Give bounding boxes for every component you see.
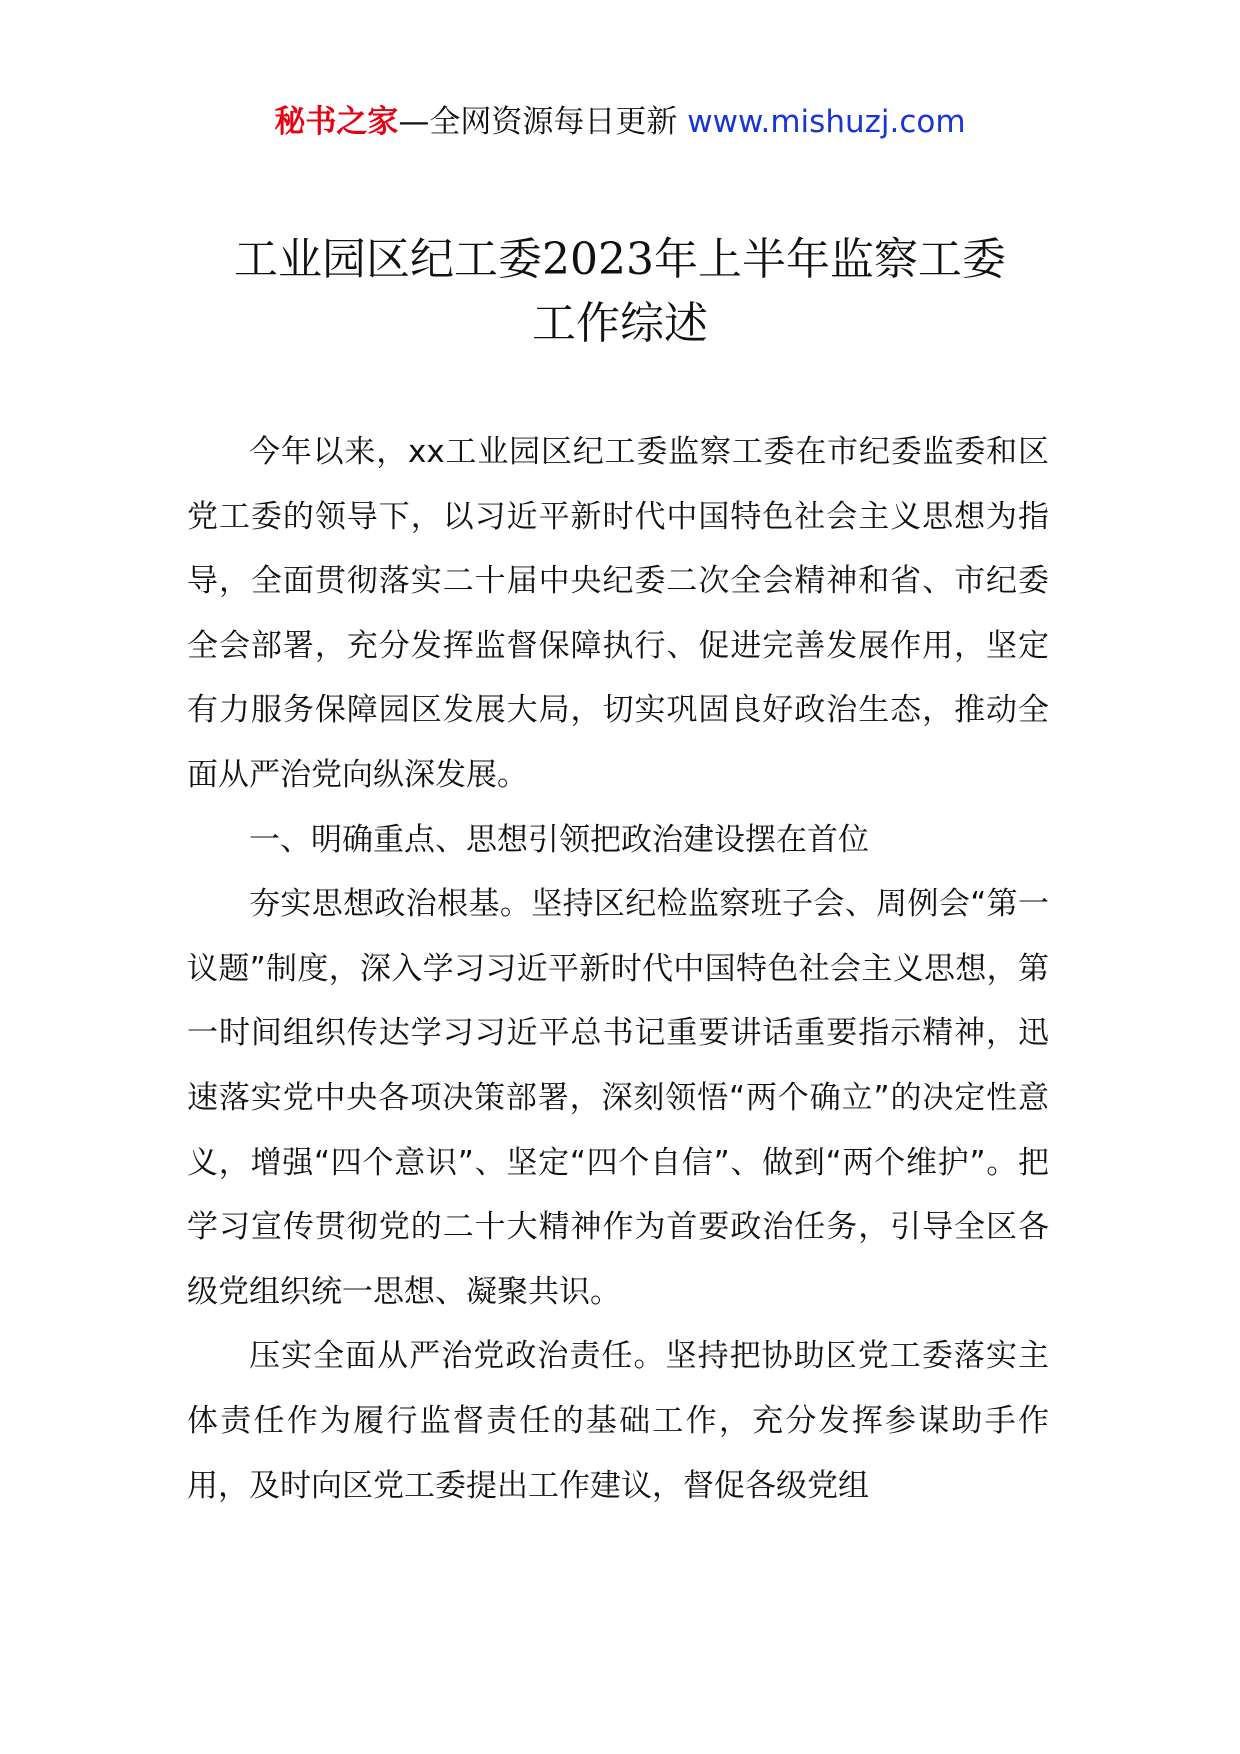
paragraph-intro: 今年以来，xx工业园区纪工委监察工委在市纪委监委和区党工委的领导下，以习近平新时代中国特色社会主义思想为指导，全面贯彻落实二十届中央纪委二次全会精神和省、市纪委全会部署，充分发挥监督保障执行、促进完善发展作用，坚定有力服务保障园区发展大局，切实巩固良好政治生态，推动全面从严治党向纵深发展。 xyxy=(187,434,1049,793)
section-heading-1: 一、明确重点、思想引领把政治建设摆在首位 xyxy=(249,821,869,858)
paragraph-responsibility: 压实全面从严治党政治责任。坚持把协助区党工委落实主体责任作为履行监督责任的基础工作，充分发挥参谋助手作用，及时向区党工委提出工作建议，督促各级党组 xyxy=(187,1338,1049,1504)
paragraph-ideology: 夯实思想政治根基。坚持区纪检监察班子会、周例会“第一议题”制度，深入学习习近平新时代中国特色社会主义思想，第一时间组织传达学习习近平总书记重要讲话重要指示精神，迅速落实党中央各项决策部署，深刻领悟“两个确立”的决定性意义，增强“四个意识”、坚定“四个自信”、做到“两个维护”。把学习宣传贯彻党的二十大精神作为首要政治任务，引导全区各级党组织统一思想、凝聚共识。 xyxy=(187,886,1049,1310)
document-body xyxy=(187,420,1049,1518)
site-header xyxy=(0,100,1240,144)
header-slogan: —全网资源每日更新 xyxy=(398,104,688,140)
title-line-2: 工作综述 xyxy=(532,298,708,349)
title-line-1: 工业园区纪工委2023年上半年监察工委 xyxy=(234,234,1006,285)
brand-name: 秘书之家 xyxy=(274,104,399,140)
document-title xyxy=(150,228,1090,356)
site-url-link[interactable]: www.mishuzj.com xyxy=(687,104,966,140)
